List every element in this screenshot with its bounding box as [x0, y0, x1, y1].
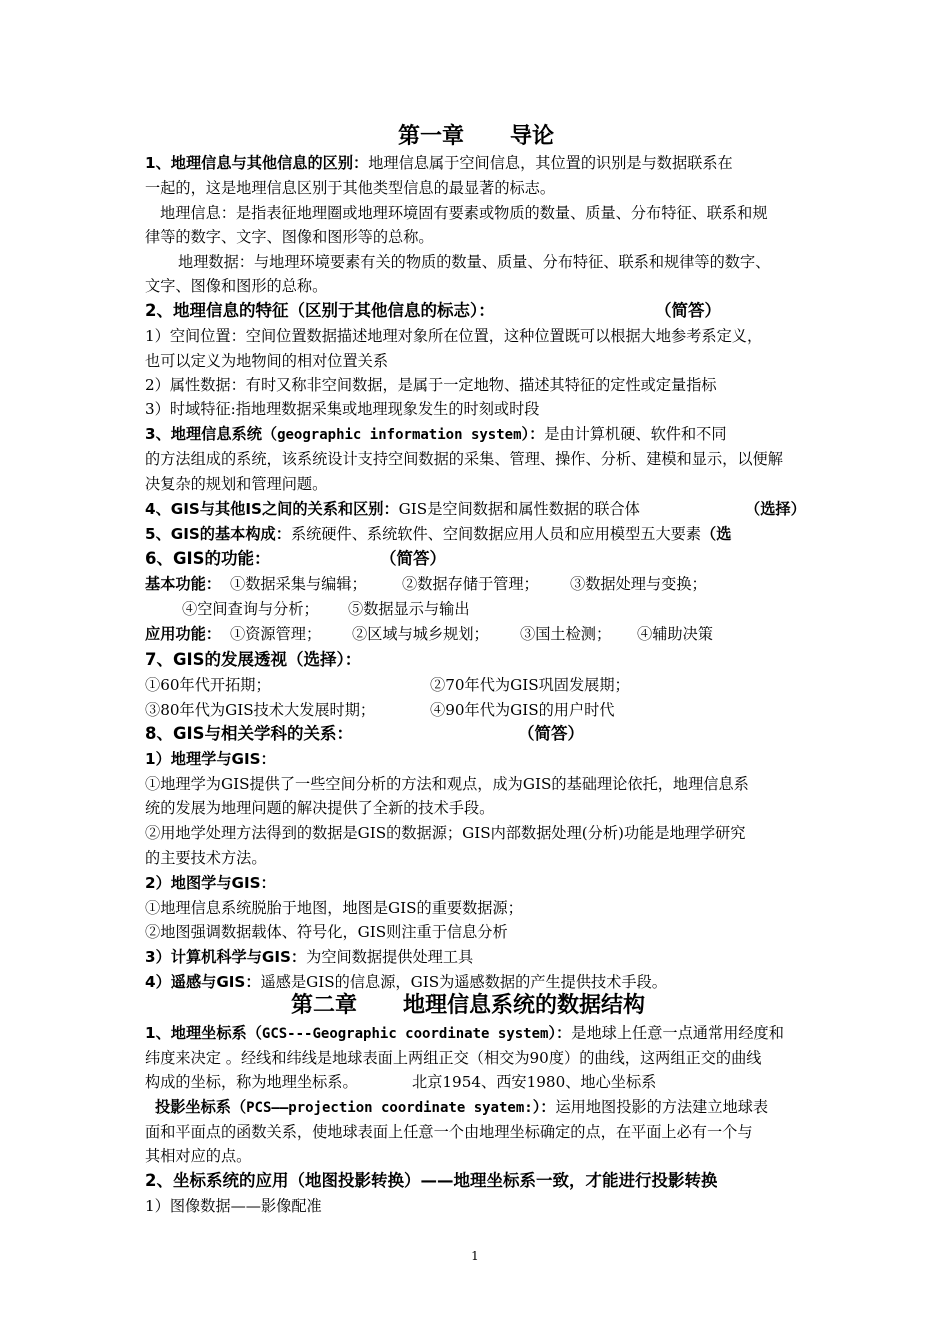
section8-heading: 8、GIS与相关学科的关系：: [145, 724, 354, 743]
section1-line2: 一起的，这是地理信息区别于其他类型信息的最显著的标志。: [145, 179, 556, 197]
section8-sub3-heading: 3）计算机科学与GIS：: [145, 948, 307, 966]
chapter1-title: 第一章 导论: [398, 124, 554, 149]
section7-item2: ②70年代为GIS巩固发展期；: [430, 676, 630, 694]
proj-text: 运用地图投影的方法建立地球表: [555, 1098, 769, 1116]
section5-heading: 5、GIS的基本构成：: [145, 525, 291, 543]
basic-function-3: ③数据处理与变换；: [570, 575, 707, 593]
basic-function-1: ①数据采集与编辑；: [230, 575, 367, 593]
proj-heading: 投影坐标系（: [155, 1098, 247, 1116]
section6-heading: 6、GIS的功能：: [145, 549, 271, 568]
section7-item3: ③80年代为GIS技术大发展时期；: [145, 701, 376, 719]
section7-heading: 7、GIS的发展透视（选择）：: [145, 650, 362, 669]
section3-heading-end: ）：: [521, 425, 545, 443]
section8-sub1: 1）地理学与GIS：: [145, 750, 276, 768]
proj-english: PCS——projection coordinate syatem:: [246, 1100, 533, 1116]
section2-item1-line1: 1）空间位置：空间位置数据描述地理对象所在位置，这种位置既可以根据大地参考系定义，: [145, 327, 763, 345]
ch2-section1-heading: 1、地理坐标系（: [145, 1024, 262, 1042]
section2-item3: 3）时域特征:指地理数据采集或地理现象发生的时刻或时段: [145, 400, 540, 418]
app-function-2: ②区域与城乡规划；: [352, 625, 489, 643]
geo-info-line1: 地理信息：是指表征地理圈或地理环境固有要素或物质的数量、质量、分布特征、联系和规: [160, 204, 768, 222]
section6-tag: （简答）: [380, 549, 446, 568]
ch2-section1-line2: 纬度来决定 。经线和纬线是地球表面上两组正交（相交为90度）的曲线，这两组正交的曲线: [145, 1049, 762, 1067]
section1-heading: 1、地理信息与其他信息的区别：: [145, 154, 369, 172]
section8-sub1-a-line2: 统的发展为地理问题的解决提供了全新的技术手段。: [145, 799, 495, 817]
page-number: 1: [471, 1249, 479, 1263]
basic-function-2: ②数据存储于管理；: [402, 575, 539, 593]
ch2-section2-heading: 2、坐标系统的应用（地图投影转换）——地理坐标系一致，才能进行投影转换: [145, 1171, 718, 1190]
app-function-4: ④辅助决策: [637, 625, 713, 643]
proj-line1: [155, 1096, 768, 1119]
proj-heading-end: ）：: [532, 1098, 556, 1116]
section2-heading: 2、地理信息的特征（区别于其他信息的标志）：: [145, 301, 495, 320]
basic-function-4: ④空间查询与分析；: [182, 600, 319, 618]
section2-item2: 2）属性数据：有时又称非空间数据，是属于一定地物、描述其特征的定性或定量指标: [145, 376, 717, 394]
ch2-section1-line1: [145, 1022, 784, 1045]
section3-english: geographic information system: [277, 427, 522, 443]
ch2-section1-heading-end: ）：: [548, 1024, 572, 1042]
section8-sub2-b: ②地图强调数据载体、符号化，GIS则注重于信息分析: [145, 923, 508, 941]
section8-sub2-a: ①地理信息系统脱胎于地图，地图是GIS的重要数据源；: [145, 899, 523, 917]
app-function-1: ①资源管理；: [230, 625, 322, 643]
section2-tag: （简答）: [655, 301, 721, 320]
section4-text: GIS是空间数据和属性数据的联合体: [398, 500, 640, 518]
ch2-section1-english: GCS---Geographic coordinate system: [261, 1026, 549, 1042]
section8-sub1-a-line1: ①地理学为GIS提供了一些空间分析的方法和观点，成为GIS的基础理论依托，地理信息系: [145, 775, 749, 793]
section5-tag: （选: [701, 525, 732, 543]
section8-sub1-b-line1: ②用地学处理方法得到的数据是GIS的数据源；GIS内部数据处理(分析)功能是地理学研究: [145, 824, 746, 842]
proj-line2: 面和平面点的函数关系，使地球表面上任意一个由地理坐标确定的点，在平面上必有一个与: [145, 1123, 753, 1141]
section3-text: 是由计算机硬、软件和不同: [544, 425, 727, 443]
basic-functions-line1: [145, 573, 221, 595]
section1-line1: [145, 152, 733, 174]
section8-sub3-text: 为空间数据提供处理工具: [306, 948, 474, 966]
section8-sub1-b-line2: 的主要技术方法。: [145, 849, 267, 867]
section4-tag: （选择）: [745, 500, 806, 518]
section3-line3: 决复杂的规划和管理问题。: [145, 475, 328, 493]
basic-function-5: ⑤数据显示与输出: [348, 600, 470, 618]
app-function-3: ③国土检测；: [520, 625, 612, 643]
ch2-section1-text: 是地球上任意一点通常用经度和: [571, 1024, 784, 1042]
app-functions-label: 应用功能：: [145, 625, 221, 643]
geo-info-line2: 律等的数字、文字、图像和图形等的总称。: [145, 228, 434, 246]
section5-line: [145, 523, 805, 545]
basic-functions-label: 基本功能：: [145, 575, 221, 593]
section2-item1-line2: 也可以定义为地物间的相对位置关系: [145, 352, 388, 370]
section8-sub2: 2）地图学与GIS：: [145, 874, 276, 892]
section8-sub4-heading: 4）遥感与GIS：: [145, 973, 261, 991]
geo-data-line1: 地理数据：与地理环境要素有关的物质的数量、质量、分布特征、联系和规律等的数字、: [178, 253, 771, 271]
section3-line2: 的方法组成的系统，该系统设计支持空间数据的采集、管理、操作、分析、建模和显示，以便解: [145, 450, 783, 468]
section8-tag: （简答）: [518, 724, 584, 743]
ch2-section1-line3: 构成的坐标，称为地理坐标系。: [145, 1073, 358, 1091]
section7-item4: ④90年代为GIS的用户时代: [430, 701, 615, 719]
section1-text: 地理信息属于空间信息，其位置的识别是与数据联系在: [368, 154, 733, 172]
section8-sub4: [145, 971, 667, 993]
section8-sub3: [145, 946, 473, 968]
section5-text: 系统硬件、系统软件、空间数据应用人员和应用模型五大要素: [290, 525, 701, 543]
section7-item1: ①60年代开拓期；: [145, 676, 271, 694]
section4-line: [145, 498, 640, 520]
section3-line1: [145, 423, 727, 446]
section8-sub4-text: 遥感是GIS的信息源，GIS为遥感数据的产生提供技术手段。: [260, 973, 667, 991]
proj-line3: 其相对应的点。: [145, 1147, 252, 1165]
ch2-section1-examples: 北京1954、西安1980、地心坐标系: [412, 1073, 657, 1091]
geo-data-line2: 文字、图像和图形的总称。: [145, 277, 328, 295]
section4-heading: 4、GIS与其他IS之间的关系和区别：: [145, 500, 399, 518]
section3-heading: 3、地理信息系统（: [145, 425, 278, 443]
ch2-section2-item1: 1）图像数据——影像配准: [145, 1197, 322, 1215]
chapter2-title: 第二章 地理信息系统的数据结构: [291, 993, 645, 1018]
